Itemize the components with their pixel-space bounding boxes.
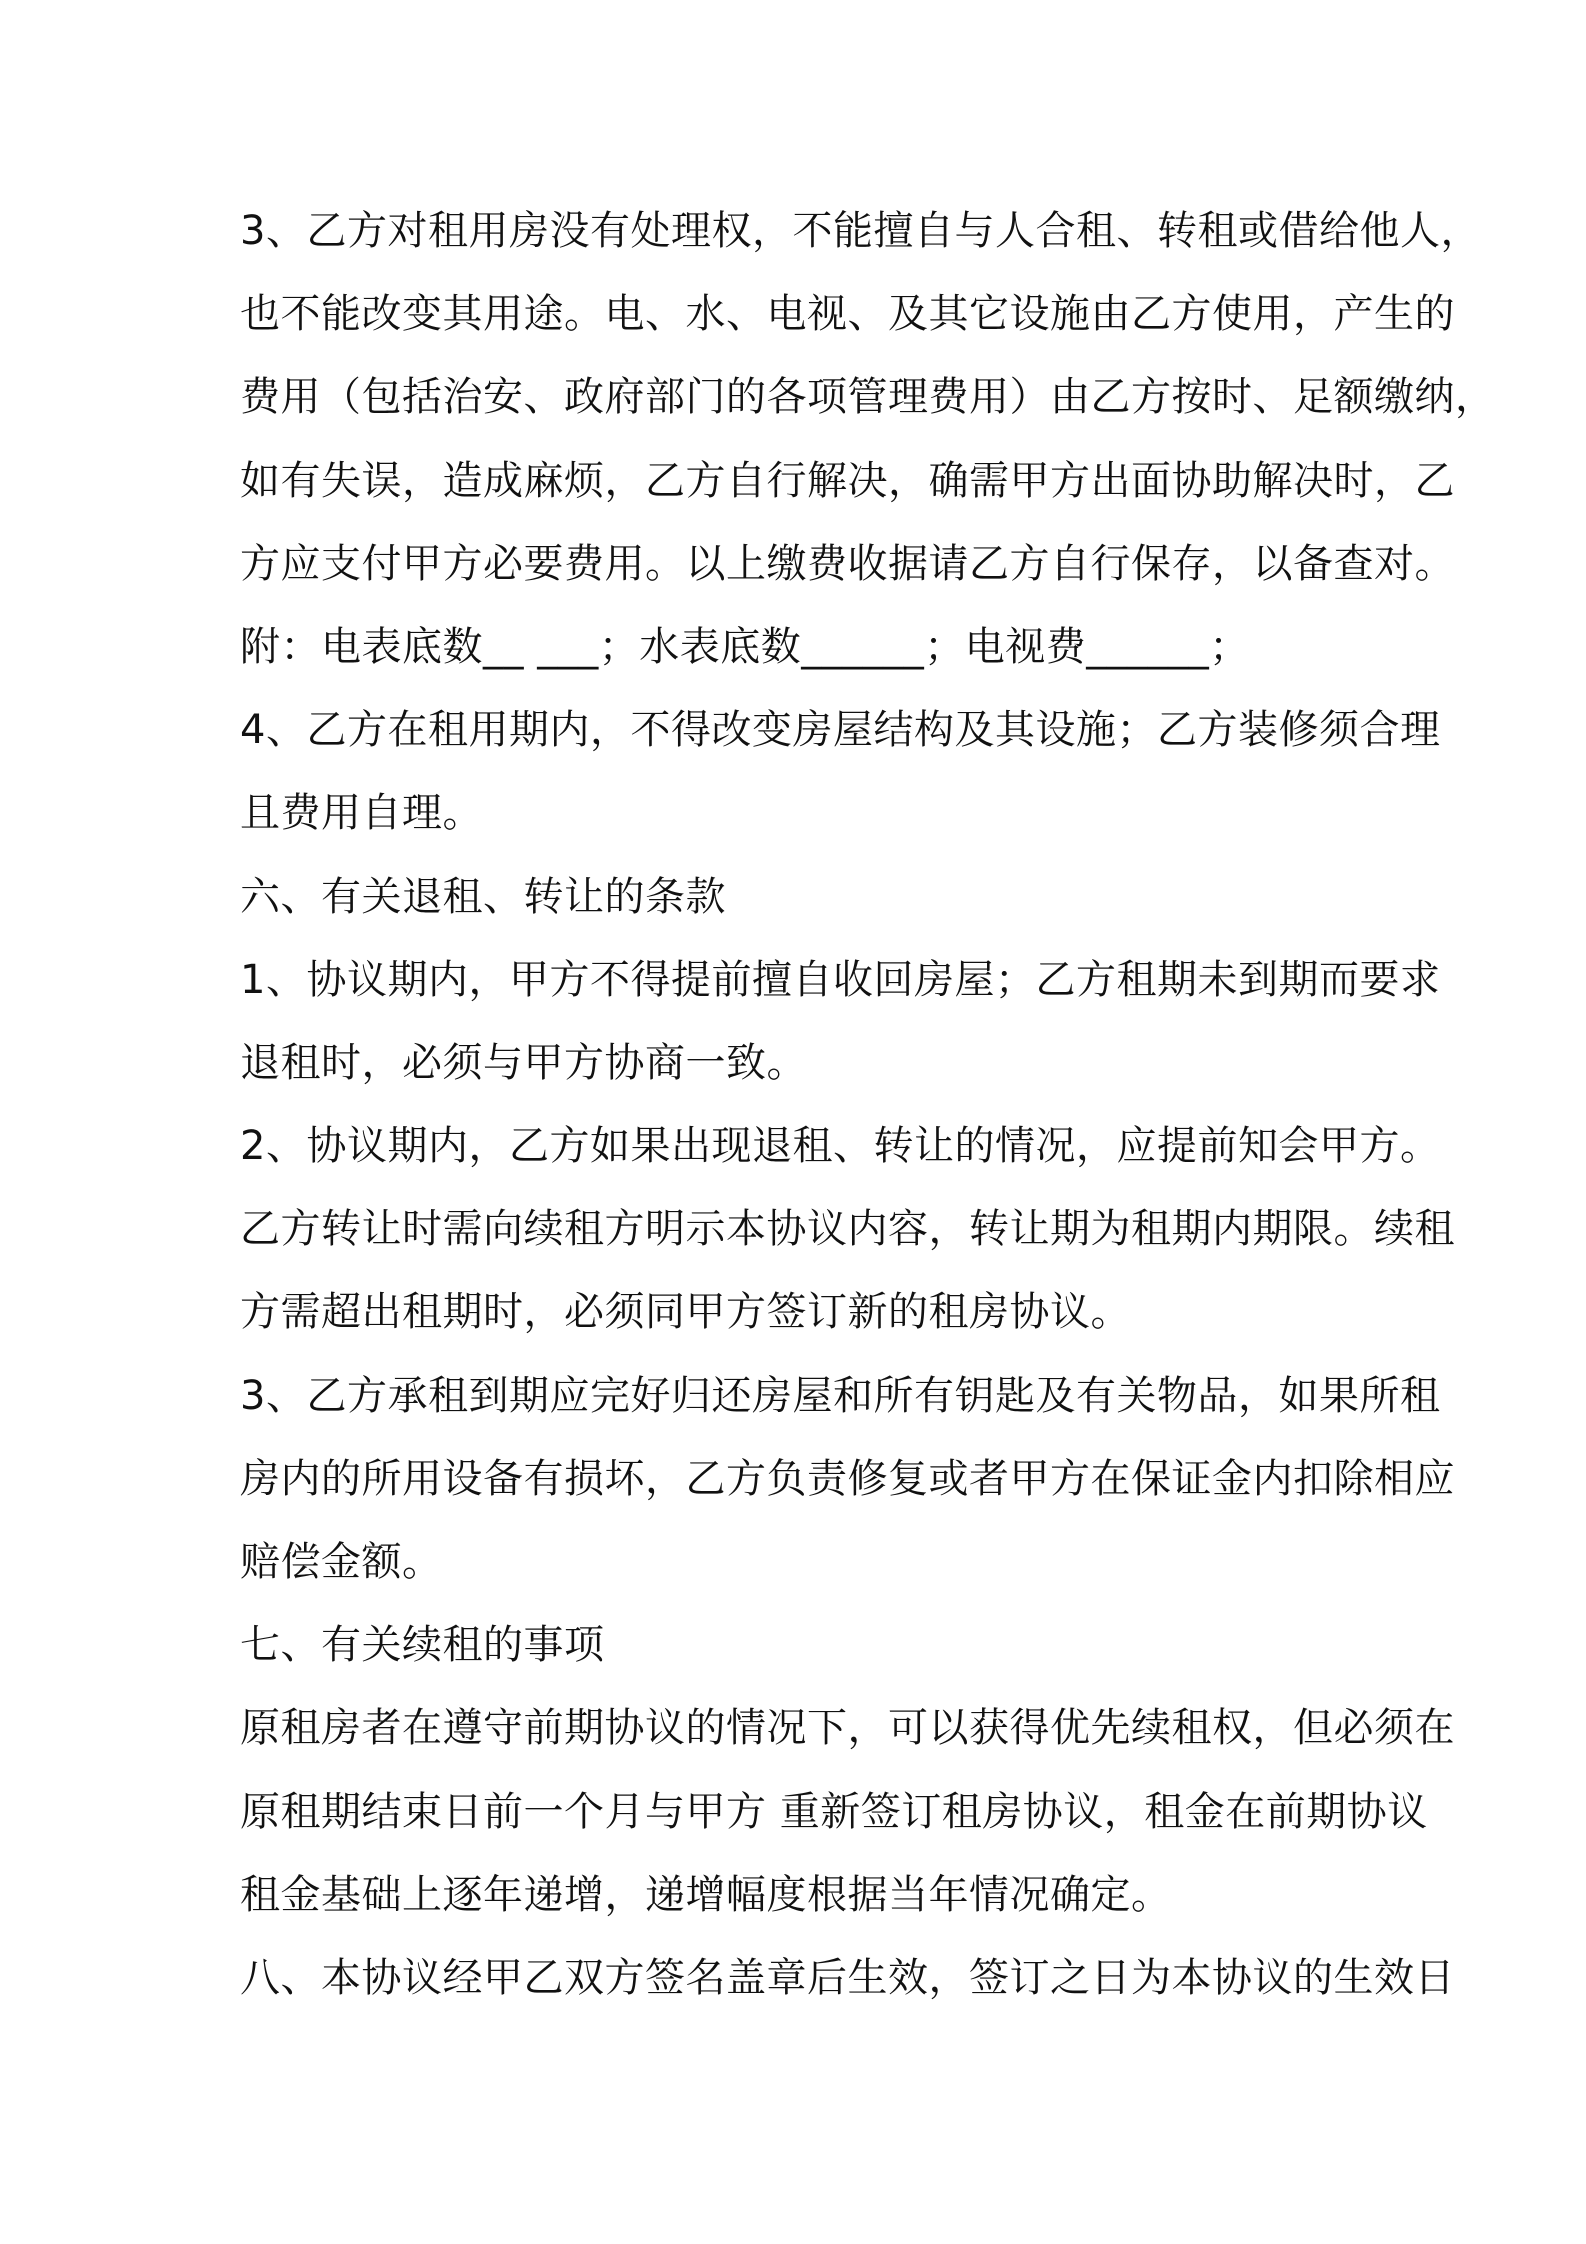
contract-line: 方需超出租期时，必须同甲方签订新的租房协议。	[240, 1289, 1131, 1336]
contract-line: 房内的所用设备有损坏，乙方负责修复或者甲方在保证金内扣除相应	[240, 1455, 1455, 1502]
contract-line: 3、乙方承租到期应完好归还房屋和所有钥匙及有关物品，如果所租	[240, 1372, 1441, 1419]
contract-text-body	[240, 190, 1496, 2020]
contract-line: 原租房者在遵守前期协议的情况下，可以获得优先续租权，但必须在	[240, 1705, 1455, 1752]
contract-line: 原租期结束日前一个月与甲方 重新签订租房协议，租金在前期协议	[240, 1788, 1428, 1835]
contract-line: 也不能改变其用途。电、水、电视、及其它设施由乙方使用，产生的	[240, 291, 1455, 338]
section-heading: 六、有关退租、转让的条款	[240, 873, 726, 920]
contract-line: 方应支付甲方必要费用。以上缴费收据请乙方自行保存，以备查对。	[240, 540, 1455, 587]
contract-line: 费用（包括治安、政府部门的各项管理费用）由乙方按时、足额缴纳，	[240, 374, 1496, 421]
contract-line: 赔偿金额。	[240, 1539, 443, 1585]
contract-line: 2、协议期内，乙方如果出现退租、转让的情况，应提前知会甲方。	[240, 1123, 1441, 1170]
contract-line: 4、乙方在租用期内，不得改变房屋结构及其设施；乙方装修须合理	[240, 707, 1441, 754]
contract-line: 1、协议期内，甲方不得提前擅自收回房屋；乙方租期未到期而要求	[240, 956, 1441, 1003]
contract-line: 3、乙方对租用房没有处理权，不能擅自与人合租、转租或借给他人，	[240, 208, 1481, 254]
contract-line: 乙方转让时需向续租方明示本协议内容，转让期为租期内期限。续租	[240, 1206, 1455, 1253]
contract-line: 如有失误，造成麻烦，乙方自行解决，确需甲方出面协助解决时，乙	[240, 457, 1455, 504]
contract-line: 退租时，必须与甲方协商一致。	[240, 1039, 807, 1086]
utility-readings-line: 附：电表底数__ ___；水表底数______；电视费______；	[240, 623, 1250, 670]
contract-line: 且费用自理。	[240, 790, 483, 837]
contract-line: 八、本协议经甲乙双方签名盖章后生效，签订之日为本协议的生效日	[240, 1954, 1455, 2001]
section-heading: 七、有关续租的事项	[240, 1622, 605, 1669]
contract-line: 租金基础上逐年递增，递增幅度根据当年情况确定。	[240, 1871, 1172, 1918]
